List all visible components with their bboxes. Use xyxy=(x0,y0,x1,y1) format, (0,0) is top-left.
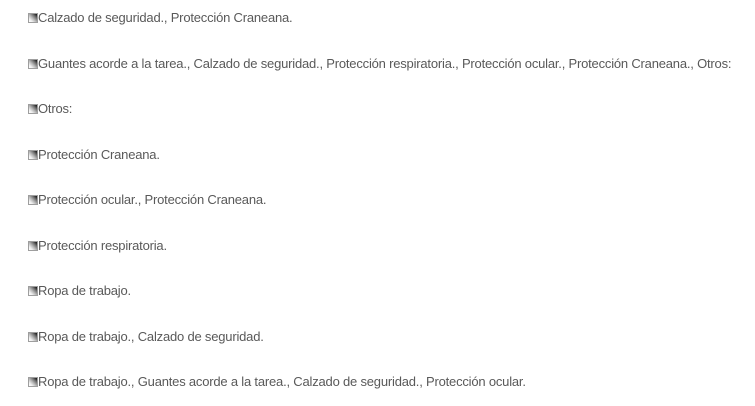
list-item xyxy=(0,236,755,282)
list-item xyxy=(0,190,755,236)
list-item-text: Ropa de trabajo., Calzado de seguridad. xyxy=(38,328,264,344)
list-item-text: Ropa de trabajo. xyxy=(38,283,131,298)
list-item xyxy=(0,281,755,327)
list-item xyxy=(0,54,755,100)
list-item xyxy=(0,327,755,373)
list-item-text: Ropa de trabajo., Guantes acorde a la tarea., Calzado de seguridad., Protección ocular. xyxy=(38,374,526,389)
image-placeholder-icon xyxy=(28,59,38,69)
list-item-text: Otros: xyxy=(38,101,73,116)
image-placeholder-icon xyxy=(28,13,38,23)
list-item-text: Protección ocular., Protección Craneana. xyxy=(38,192,267,207)
image-placeholder-icon xyxy=(28,150,38,160)
list-item-text: Protección respiratoria. xyxy=(38,237,167,253)
image-placeholder-icon xyxy=(28,104,38,114)
image-placeholder-icon xyxy=(28,377,38,387)
list-item xyxy=(0,8,755,54)
list-item xyxy=(0,372,755,406)
list-item xyxy=(0,145,755,191)
image-placeholder-icon xyxy=(28,241,38,251)
list-item-text: Guantes acorde a la tarea., Calzado de seguridad., Protección respiratoria., Protección ocular., Protección Craneana., Otros: xyxy=(38,55,732,71)
image-placeholder-icon xyxy=(28,195,38,205)
image-placeholder-icon xyxy=(28,286,38,296)
list-item-text: Calzado de seguridad., Protección Craneana. xyxy=(38,10,293,25)
list-item xyxy=(0,99,755,145)
list-item-text: Protección Craneana. xyxy=(38,146,160,162)
image-placeholder-icon xyxy=(28,332,38,342)
